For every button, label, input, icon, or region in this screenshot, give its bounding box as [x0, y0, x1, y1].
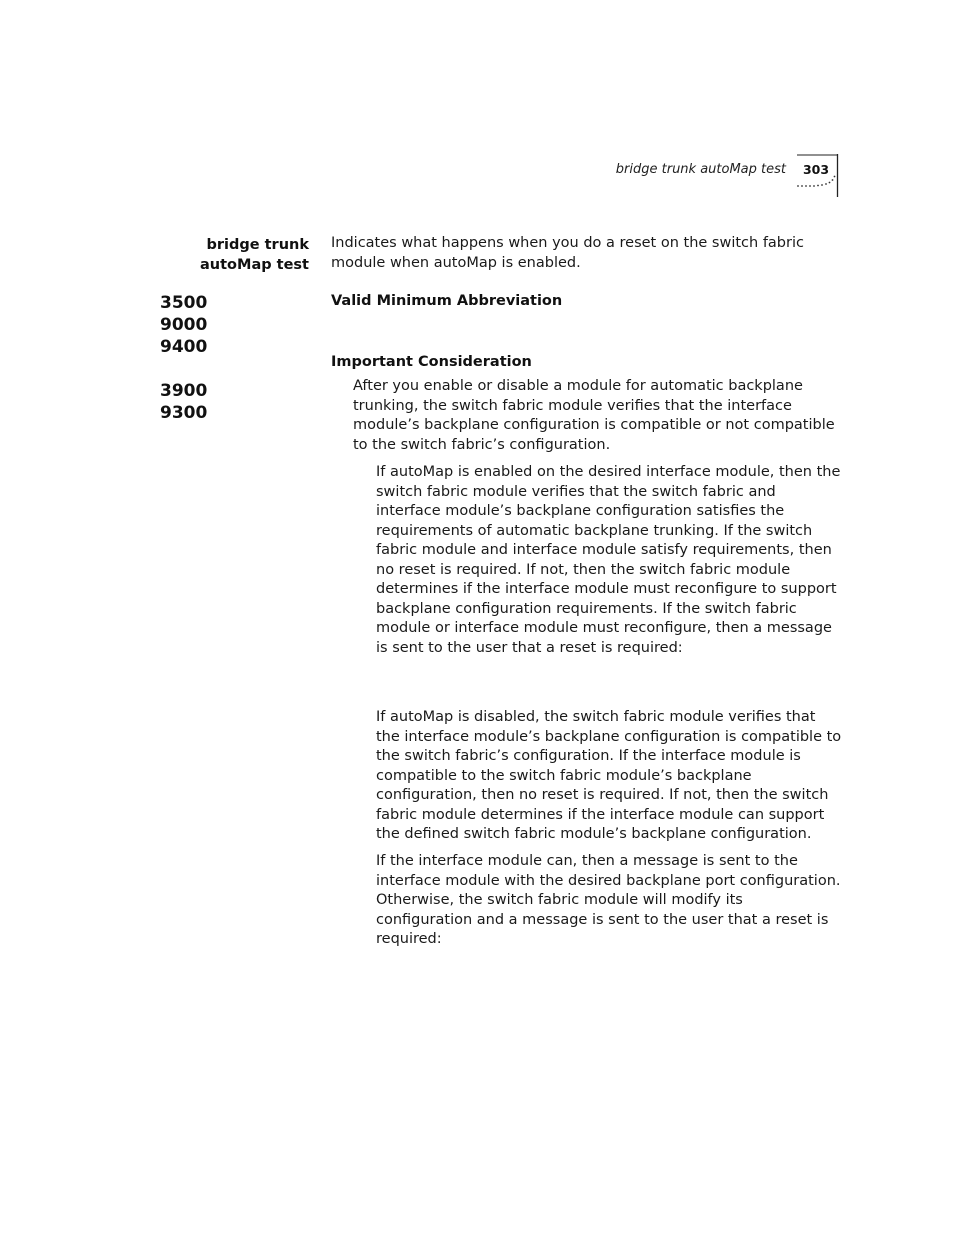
valid-minimum-abbreviation-heading: Valid Minimum Abbreviation	[331, 293, 563, 309]
platform-list	[160, 292, 207, 446]
section-title-line2: autoMap test	[200, 257, 309, 273]
important-consideration-heading: Important Consideration	[331, 354, 532, 370]
platform-group-1	[160, 292, 207, 358]
platform-group-2	[160, 380, 207, 424]
platform-number: 9000	[160, 315, 208, 335]
section-title	[160, 235, 309, 275]
running-head: bridge trunk autoMap test	[615, 162, 786, 177]
page-corner-ornament	[796, 154, 840, 198]
platform-number: 3500	[160, 293, 208, 313]
intro-paragraph: Indicates what happens when you do a reset on the switch fabric module when autoMap is enabled.	[331, 235, 804, 271]
platform-number: 9300	[160, 403, 208, 423]
body-paragraph: After you enable or disable a module for automatic backplane trunking, the switch fabric module verifies that the interface module’s backplane configuration is compatible or not compatible to the switch fabric’s configuration.	[353, 378, 835, 453]
body-paragraph: If autoMap is disabled, the switch fabric module verifies that the interface module’s backplane configuration is compatible to the switch fabric’s configuration. If the interface module is compatible to the switch fabric module’s backplane configuration, then no reset is required. If not, then the switch fabric module determines if the interface module can support the defined switch fabric module’s backplane configuration.	[376, 709, 842, 842]
body-paragraph: If the interface module can, then a message is sent to the interface module with the desired backplane port configuration. Otherwise, the switch fabric module will modify its configuration and a message is sent to the user that a reset is required:	[376, 853, 841, 947]
page-number: 303	[802, 162, 830, 177]
platform-number: 3900	[160, 381, 208, 401]
platform-number: 9400	[160, 337, 208, 357]
body-paragraph: If autoMap is enabled on the desired interface module, then the switch fabric module verifies that the switch fabric and interface module’s backplane configuration satisfies the requirements of automatic backplane trunking. If the switch fabric module and interface module satisfy requirements, then no reset is required. If not, then the switch fabric module determines if the interface module must reconfigure to support backplane configuration requirements. If the switch fabric module or interface module must reconfigure, then a message is sent to the user that a reset is required:	[376, 464, 841, 656]
section-title-line1: bridge trunk	[206, 237, 309, 253]
